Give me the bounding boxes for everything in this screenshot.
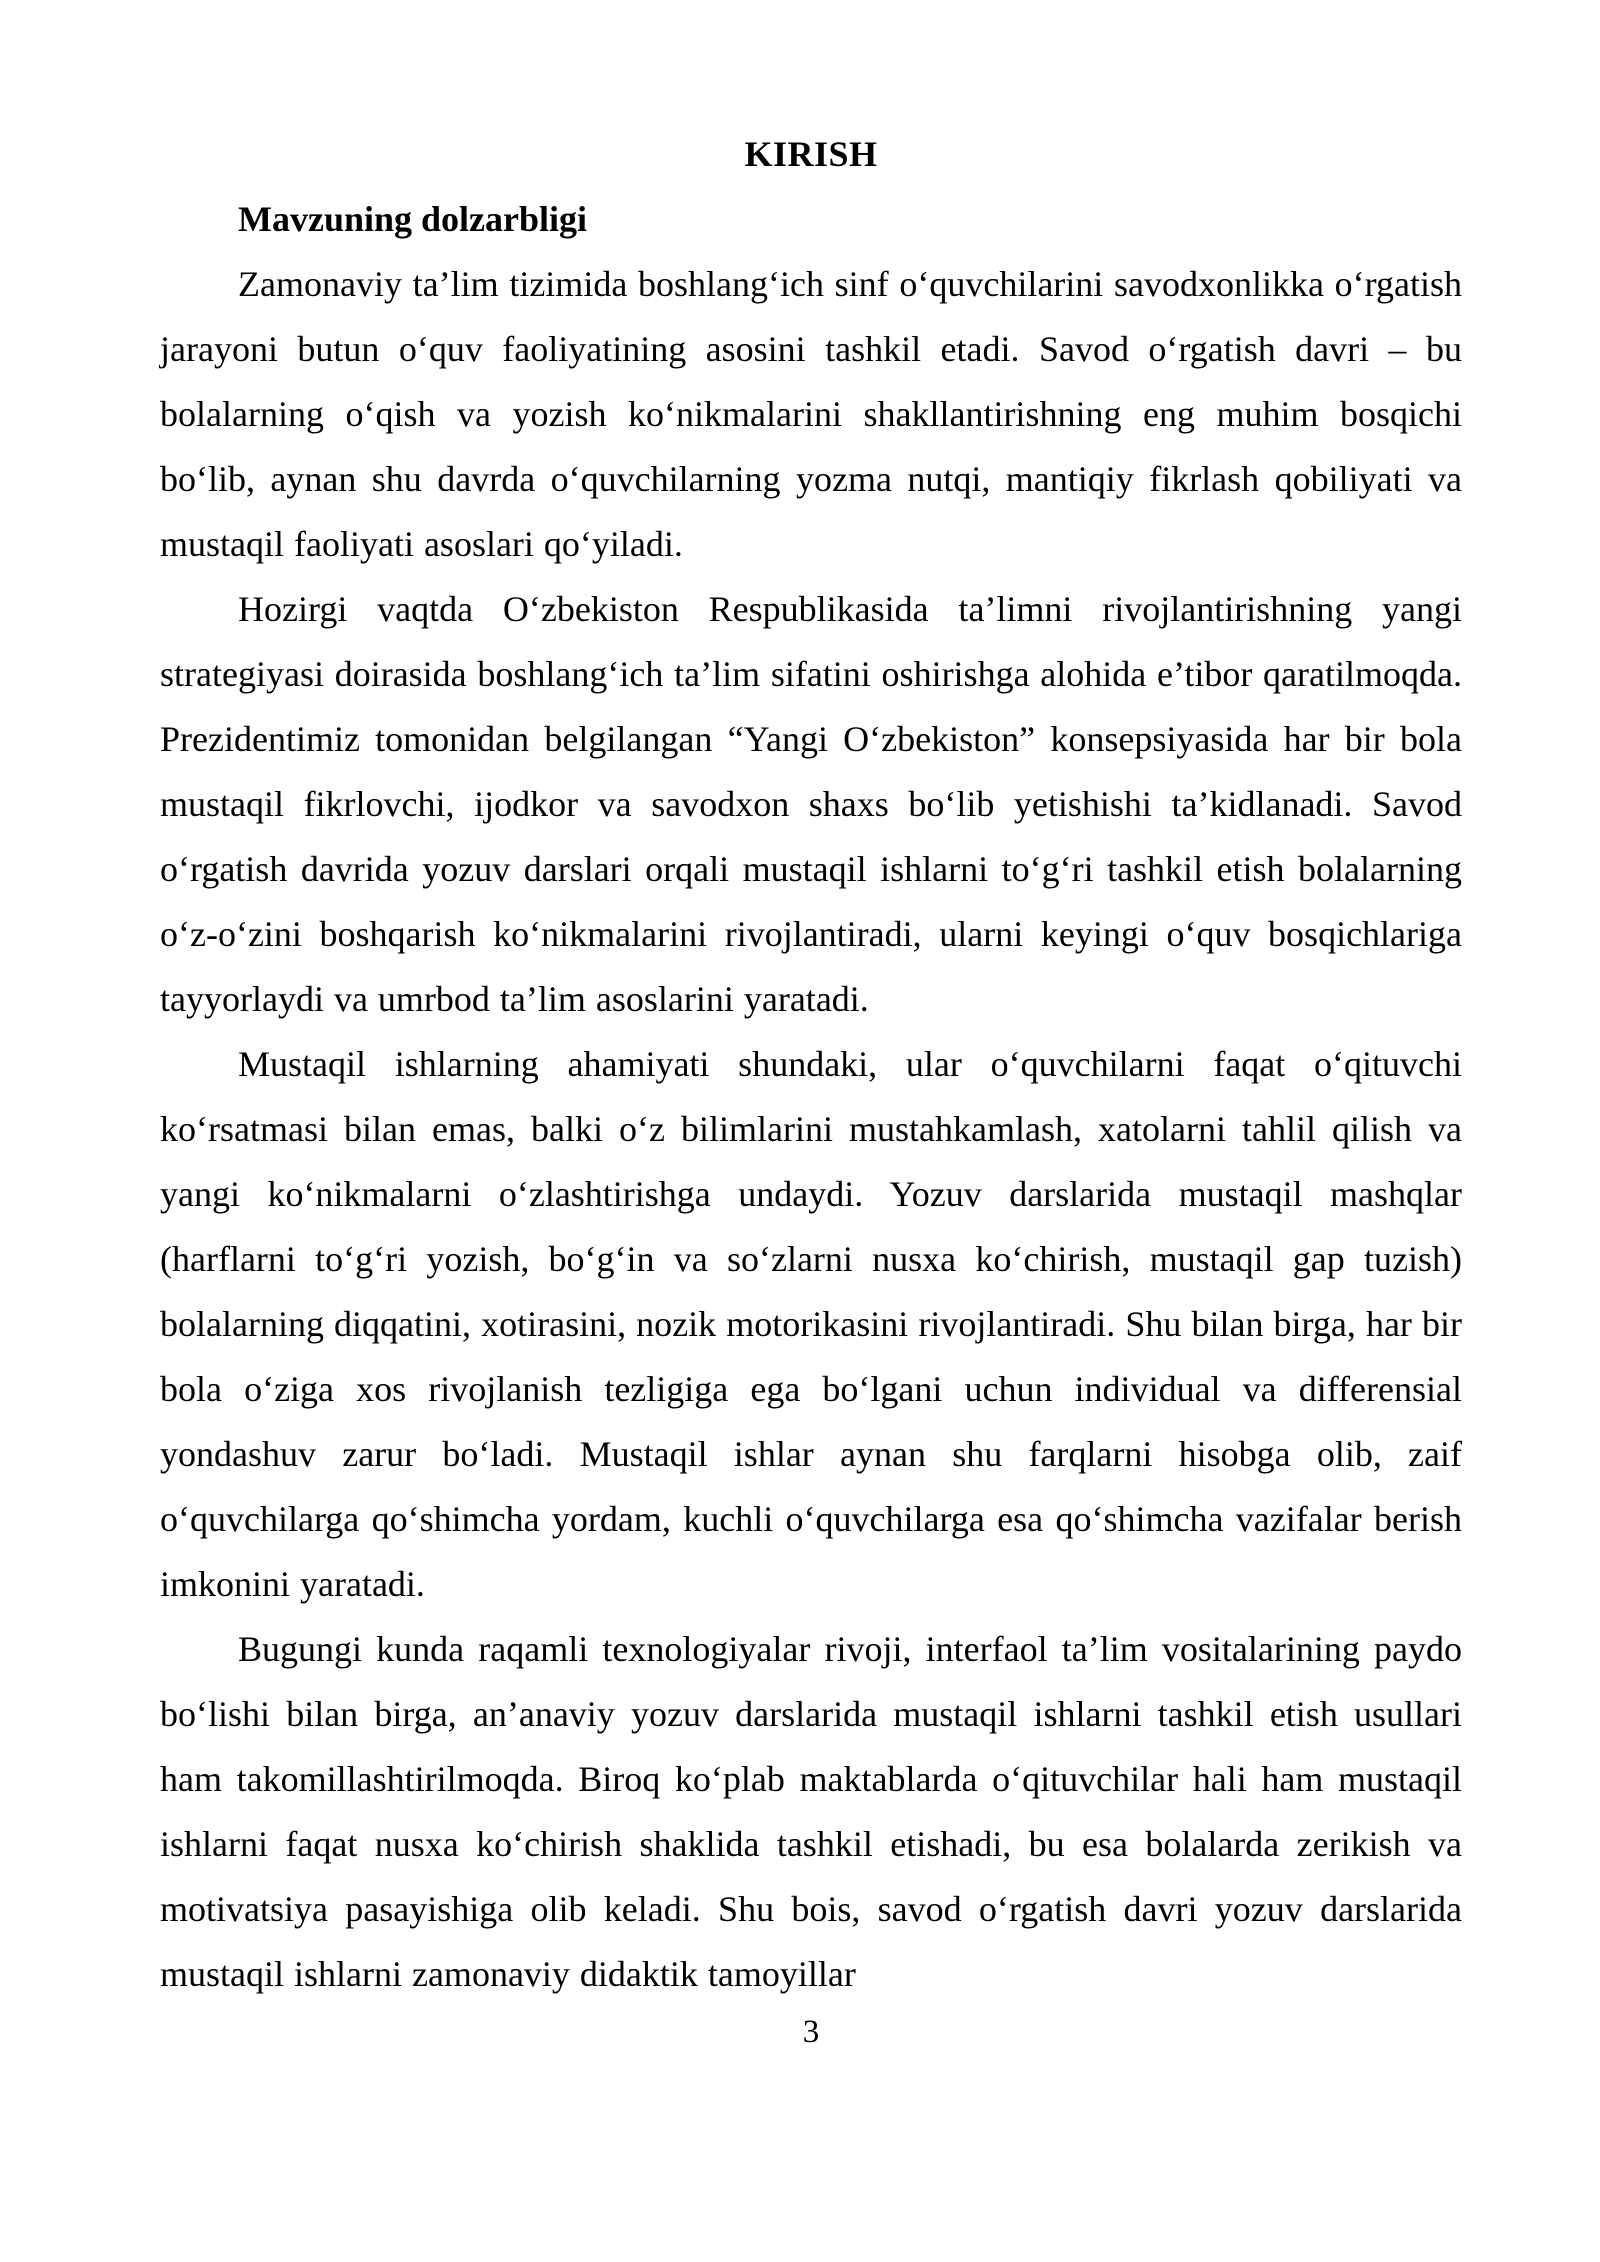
paragraph-1: Zamonaviy ta’lim tizimida boshlang‘ich sinf o‘quvchilarini savodxonlikka o‘rgatish jarayoni butun o‘quv faoliyatining asosini tashkil etadi. Savod o‘rgatish davri – bu bolalarning o‘qish va yozish ko‘nikmalarini shakllantirishning eng muhim bosqichi bo‘lib, aynan shu davrda o‘quvchilarning yozma nutqi, mantiqiy fikrlash qobiliyati va mustaqil faoliyati asoslari qo‘yiladi. bbox=[160, 264, 1462, 564]
page-title: KIRISH bbox=[744, 134, 878, 174]
paragraph-3: Mustaqil ishlarning ahamiyati shundaki, ular o‘quvchilarni faqat o‘qituvchi ko‘rsatmasi bilan emas, balki o‘z bilimlarini mustahkamlash, xatolarni tahlil qilish va yangi ko‘nikmalarni o‘zlashtirishga undaydi. Yozuv darslarida mustaqil mashqlar (harflarni to‘g‘ri yozish, bo‘g‘in va so‘zlarni nusxa ko‘chirish, mustaqil gap tuzish) bolalarning diqqatini, xotirasini, nozik motorikasini rivojlantiradi. Shu bilan birga, har bir bola o‘ziga xos rivojlanish tezligiga ega bo‘lgani uchun individual va differensial yondashuv zarur bo‘ladi. Mustaqil ishlar aynan shu farqlarni hisobga olib, zaif o‘quvchilarga qo‘shimcha yordam, kuchli o‘quvchilarga esa qo‘shimcha vazifalar berish imkonini yaratadi. bbox=[160, 1044, 1462, 1604]
paragraph-2: Hozirgi vaqtda O‘zbekiston Respublikasida ta’limni rivojlantirishning yangi strategiyasi doirasida boshlang‘ich ta’lim sifatini oshirishga alohida e’tibor qaratilmoqda. Prezidentimiz tomonidan belgilangan “Yangi O‘zbekiston” konsepsiyasida har bir bola mustaqil fikrlovchi, ijodkor va savodxon shaxs bo‘lib yetishishi ta’kidlanadi. Savod o‘rgatish davrida yozuv darslari orqali mustaqil ishlarni to‘g‘ri tashkil etish bolalarning o‘z-o‘zini boshqarish ko‘nikmalarini rivojlantiradi, ularni keyingi o‘quv bosqichlariga tayyorlaydi va umrbod ta’lim asoslarini yaratadi. bbox=[160, 589, 1462, 1019]
paragraph-4: Bugungi kunda raqamli texnologiyalar rivoji, interfaol ta’lim vositalarining paydo bo‘lishi bilan birga, an’anaviy yozuv darslarida mustaqil ishlarni tashkil etish usullari ham takomillashtirilmoqda. Biroq ko‘plab maktablarda o‘qituvchilar hali ham mustaqil ishlarni faqat nusxa ko‘chirish shaklida tashkil etishadi, bu esa bolalarda zerikish va motivatsiya pasayishiga olib keladi. Shu bois, savod o‘rgatish davri yozuv darslarida mustaqil ishlarni zamonaviy didaktik tamoyillar bbox=[160, 1629, 1462, 1994]
section-heading: Mavzuning dolzarbligi bbox=[238, 199, 588, 239]
page-number: 3 bbox=[802, 2014, 820, 2050]
